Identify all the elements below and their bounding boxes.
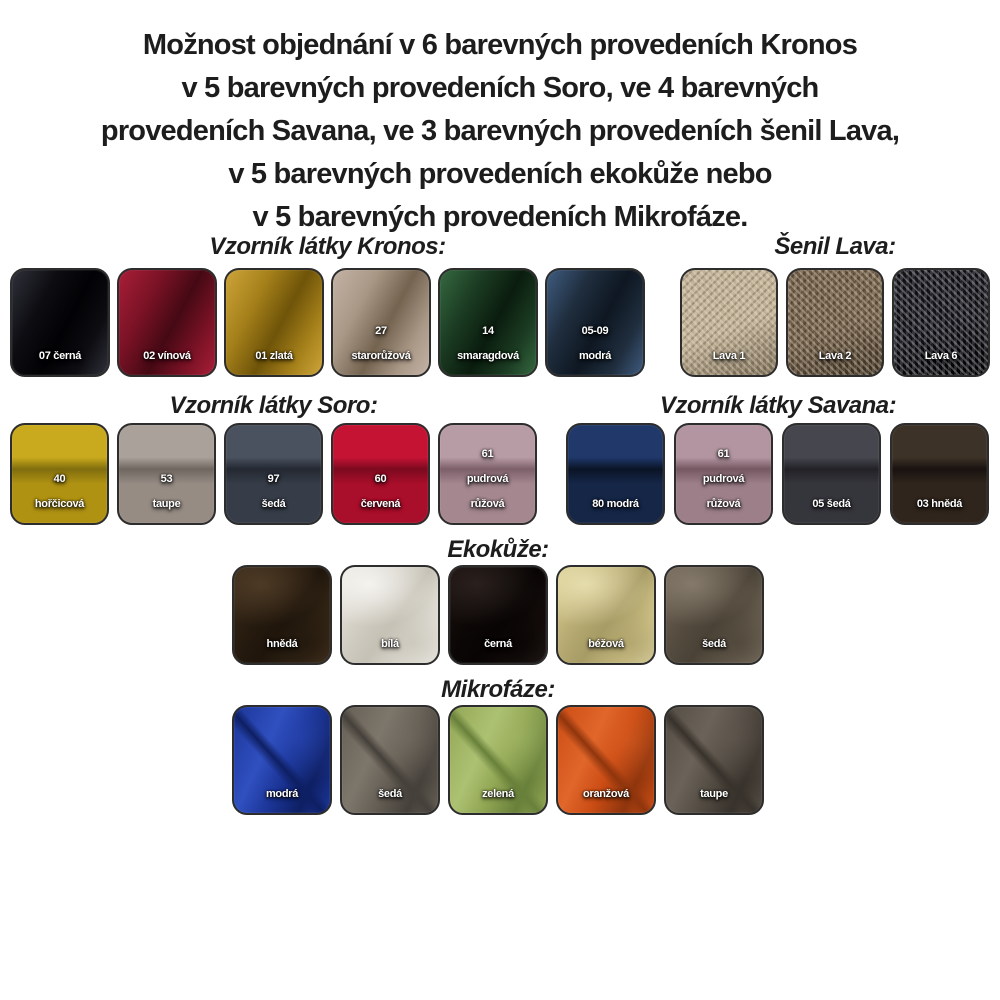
fabric-swatch-béžová <box>556 565 656 665</box>
heading-line: Možnost objednání v 6 barevných provedeních Kronos <box>142 29 858 61</box>
swatch-label: 05 šedá <box>812 498 851 510</box>
fabric-swatch-27-starorůžová <box>331 268 431 377</box>
fabric-swatch-97-šedá <box>224 423 323 525</box>
section-title-savana: Vzorník látky Savana: <box>659 392 897 419</box>
swatch-label: 80 modrá <box>592 498 639 510</box>
fabric-swatch-01-zlatá <box>224 268 324 377</box>
fabric-swatch-lava-6 <box>892 268 990 377</box>
fabric-swatch-40-hořčicová <box>10 423 109 525</box>
swatch-label: 03 hnědá <box>916 498 963 510</box>
heading-line: provedeních Savana, ve 3 barevných provedeních šenil Lava, <box>100 115 900 147</box>
section-mikrofaze <box>232 676 764 821</box>
section-ekokuze <box>232 536 764 671</box>
section-lava <box>680 233 990 383</box>
swatch-label: 01 zlatá <box>255 350 293 362</box>
swatch-label: 27 starorůžová <box>351 325 411 362</box>
swatch-label: Lava 2 <box>818 350 852 362</box>
swatch-label: 14 smaragdová <box>457 325 519 362</box>
swatch-label: Lava 1 <box>712 350 746 362</box>
swatch-label: 05-09 modrá <box>578 325 612 362</box>
heading-line: v 5 barevných provedeních Soro, ve 4 barevných <box>181 72 819 104</box>
fabric-swatch-61-pudrová-růžová <box>438 423 537 525</box>
fabric-swatch-šedá <box>340 705 440 815</box>
heading-line: v 5 barevných provedeních ekokůže nebo <box>228 158 772 190</box>
section-title-kronos: Vzorník látky Kronos: <box>209 233 446 260</box>
fabric-swatch-60-červená <box>331 423 430 525</box>
fabric-swatch-hnědá <box>232 565 332 665</box>
swatch-label: 97 šedá <box>261 473 286 510</box>
fabric-swatch-taupe <box>664 705 764 815</box>
fabric-swatch-bílá <box>340 565 440 665</box>
fabric-swatch-lava-2 <box>786 268 884 377</box>
fabric-swatch-80-modrá <box>566 423 665 525</box>
swatch-label: 60 červená <box>360 473 401 510</box>
fabric-swatch-oranžová <box>556 705 656 815</box>
swatch-label: béžová <box>588 638 624 650</box>
section-title-ekokuze: Ekokůže: <box>447 536 549 563</box>
swatch-label: 02 vínová <box>143 350 191 362</box>
swatch-label: 53 taupe <box>152 473 181 510</box>
fabric-swatch-modrá <box>232 705 332 815</box>
fabric-swatch-05-šedá <box>782 423 881 525</box>
fabric-swatch-07-černá <box>10 268 110 377</box>
section-savana <box>566 392 990 532</box>
swatch-label: zelená <box>482 788 514 800</box>
swatch-label: šedá <box>378 788 402 800</box>
swatch-label: oranžová <box>583 788 629 800</box>
fabric-swatch-zelená <box>448 705 548 815</box>
section-soro <box>10 392 537 532</box>
swatch-row-soro <box>10 423 537 525</box>
fabric-swatch-02-vínová <box>117 268 217 377</box>
swatch-label: 07 černá <box>38 350 82 362</box>
heading-line: v 5 barevných provedeních Mikrofáze. <box>252 201 748 233</box>
section-title-mikrofaze: Mikrofáze: <box>441 676 555 703</box>
fabric-swatch-14-smaragdová <box>438 268 538 377</box>
swatch-row-ekokuze <box>232 565 764 665</box>
swatch-row-mikrofaze <box>232 705 764 815</box>
swatch-label: modrá <box>265 788 299 800</box>
swatch-label: 61 pudrová růžová <box>702 448 745 510</box>
swatch-label: černá <box>484 638 512 650</box>
swatch-label: šedá <box>702 638 726 650</box>
fabric-swatch-šedá <box>664 565 764 665</box>
swatch-row-savana <box>566 423 989 525</box>
fabric-swatch-61-pudrová-růžová <box>674 423 773 525</box>
swatch-label: hnědá <box>266 638 298 650</box>
section-title-lava: Šenil Lava: <box>774 233 896 260</box>
swatch-label: 40 hořčicová <box>34 473 85 510</box>
fabric-swatch-černá <box>448 565 548 665</box>
page-heading <box>0 24 1000 239</box>
swatch-row-kronos <box>10 268 645 377</box>
swatch-label: 61 pudrová růžová <box>466 448 509 510</box>
fabric-swatch-03-hnědá <box>890 423 989 525</box>
fabric-swatch-lava-1 <box>680 268 778 377</box>
swatch-row-lava <box>680 268 990 377</box>
swatch-label: bílá <box>381 638 399 650</box>
swatch-label: taupe <box>700 788 728 800</box>
fabric-swatch-53-taupe <box>117 423 216 525</box>
section-title-soro: Vzorník látky Soro: <box>169 392 378 419</box>
section-kronos <box>10 233 645 383</box>
fabric-swatch-05-09-modrá <box>545 268 645 377</box>
swatch-label: Lava 6 <box>924 350 958 362</box>
